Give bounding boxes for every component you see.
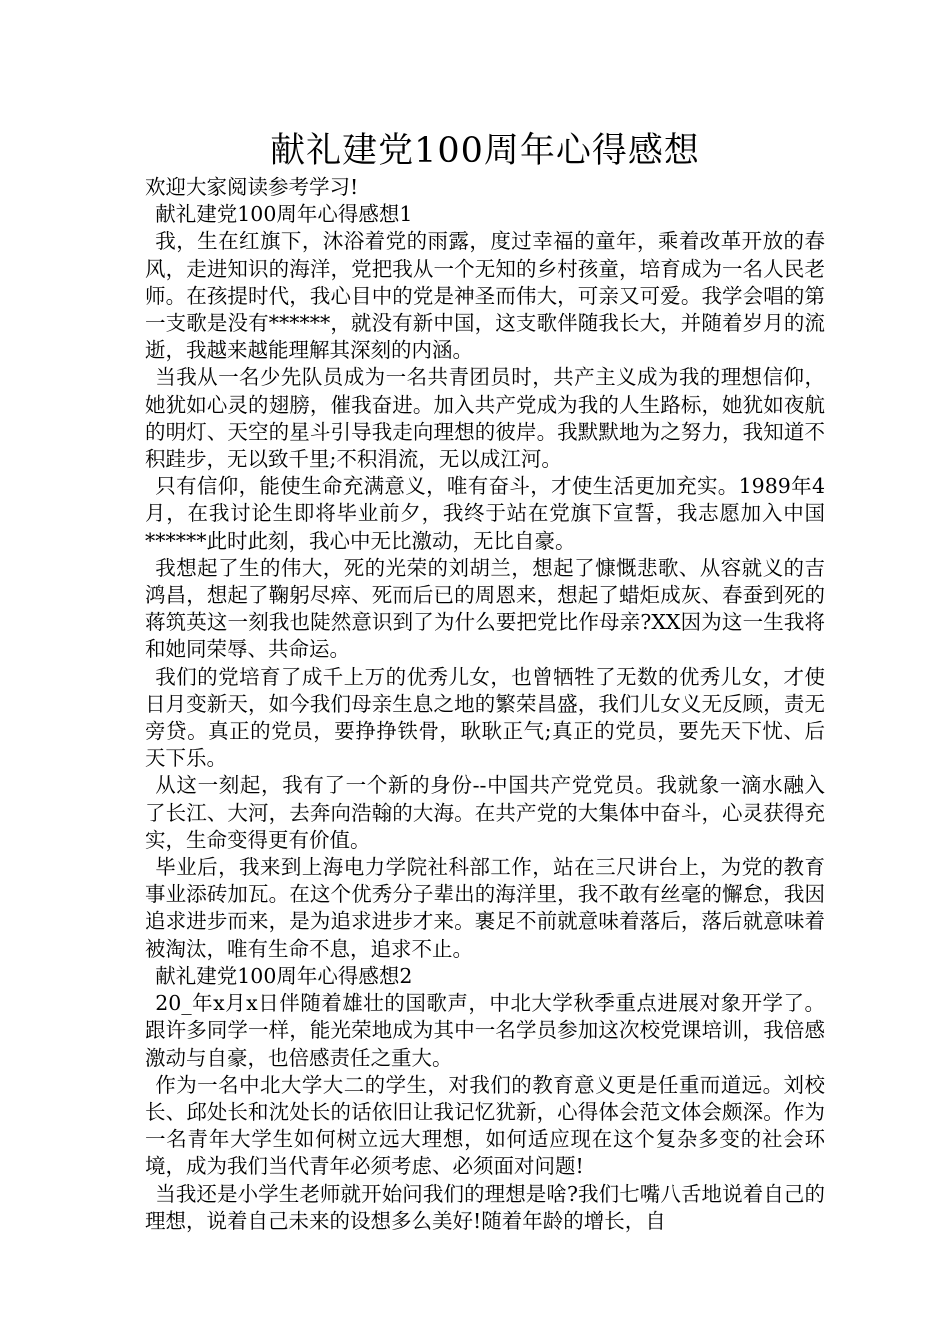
document-body <box>145 174 825 1235</box>
paragraph: 我想起了生的伟大，死的光荣的刘胡兰，想起了慷慨悲歌、从容就义的吉鸿昌，想起了鞠躬尽瘁、死而后已的周恩来，想起了蜡炬成灰、春蚕到死的蒋筑英这一刻我也陡然意识到了为什么要把党比作母亲?XX因为这一生我将和她同荣辱、共命运。 <box>145 555 825 662</box>
paragraph: 从这一刻起，我有了一个新的身份--中国共产党党员。我就象一滴水融入了长江、大河，去奔向浩翰的大海。在共产党的大集体中奋斗，心灵获得充实，生命变得更有价值。 <box>145 773 825 852</box>
intro-line: 欢迎大家阅读参考学习! <box>145 175 359 199</box>
section-heading-1: 献礼建党100周年心得感想1 <box>155 202 413 227</box>
document-page <box>145 128 825 1235</box>
paragraph: 我们的党培育了成千上万的优秀儿女，也曾牺牲了无数的优秀儿女，才使日月变新天，如今我们母亲生息之地的繁荣昌盛，我们儿女义无反顾，责无旁贷。真正的党员，要挣挣铁骨，耿耿正气;真正的党员，要先天下忧、后天下乐。 <box>145 664 825 771</box>
paragraph: 我，生在红旗下，沐浴着党的雨露，度过幸福的童年，乘着改革开放的春风，走进知识的海洋，党把我从一个无知的乡村孩童，培育成为一名人民老师。在孩提时代，我心目中的党是神圣而伟大，可亲又可爱。我学会唱的第一支歌是没有******，就没有新中国，这支歌伴随我长大，并随着岁月的流逝，我越来越能理解其深刻的内涵。 <box>145 229 825 363</box>
paragraph: 20_年x月x日伴随着雄壮的国歌声，中北大学秋季重点进展对象开学了。跟许多同学一样，能光荣地成为其中一名学员参加这次校党课培训，我倍感激动与自豪，也倍感责任之重大。 <box>145 991 825 1070</box>
document-title: 献礼建党100周年心得感想 <box>270 131 700 171</box>
paragraph: 只有信仰，能使生命充满意义，唯有奋斗，才使生活更加充实。1989年4月，在我讨论生即将毕业前夕，我终于站在党旗下宣誓，我志愿加入中国******此时此刻，我心中无比激动，无比自豪。 <box>145 474 825 553</box>
paragraph: 当我从一名少先队员成为一名共青团员时，共产主义成为我的理想信仰，她犹如心灵的翅膀，催我奋进。加入共产党成为我的人生路标，她犹如夜航的明灯、天空的星斗引导我走向理想的彼岸。我默默地为之努力，我知道不积跬步，无以致千里;不积涓流，无以成江河。 <box>145 365 825 472</box>
paragraph: 当我还是小学生老师就开始问我们的理想是啥?我们七嘴八舌地说着自己的理想，说着自己未来的设想多么美好!随着年龄的增长，自 <box>145 1181 825 1233</box>
paragraph: 作为一名中北大学大二的学生，对我们的教育意义更是任重而道远。刘校长、邱处长和沈处长的话依旧让我记忆犹新，心得体会范文体会颇深。作为一名青年大学生如何树立远大理想，如何适应现在这个复杂多变的社会环境，成为我们当代青年必须考虑、必须面对问题! <box>145 1072 825 1179</box>
section-heading-2: 献礼建党100周年心得感想2 <box>155 963 413 988</box>
paragraph: 毕业后，我来到上海电力学院社科部工作，站在三尺讲台上，为党的教育事业添砖加瓦。在这个优秀分子辈出的海洋里，我不敢有丝毫的懈怠，我因追求进步而来，是为追求进步才来。裹足不前就意味着落后，落后就意味着被淘汰，唯有生命不息，追求不止。 <box>145 855 825 961</box>
